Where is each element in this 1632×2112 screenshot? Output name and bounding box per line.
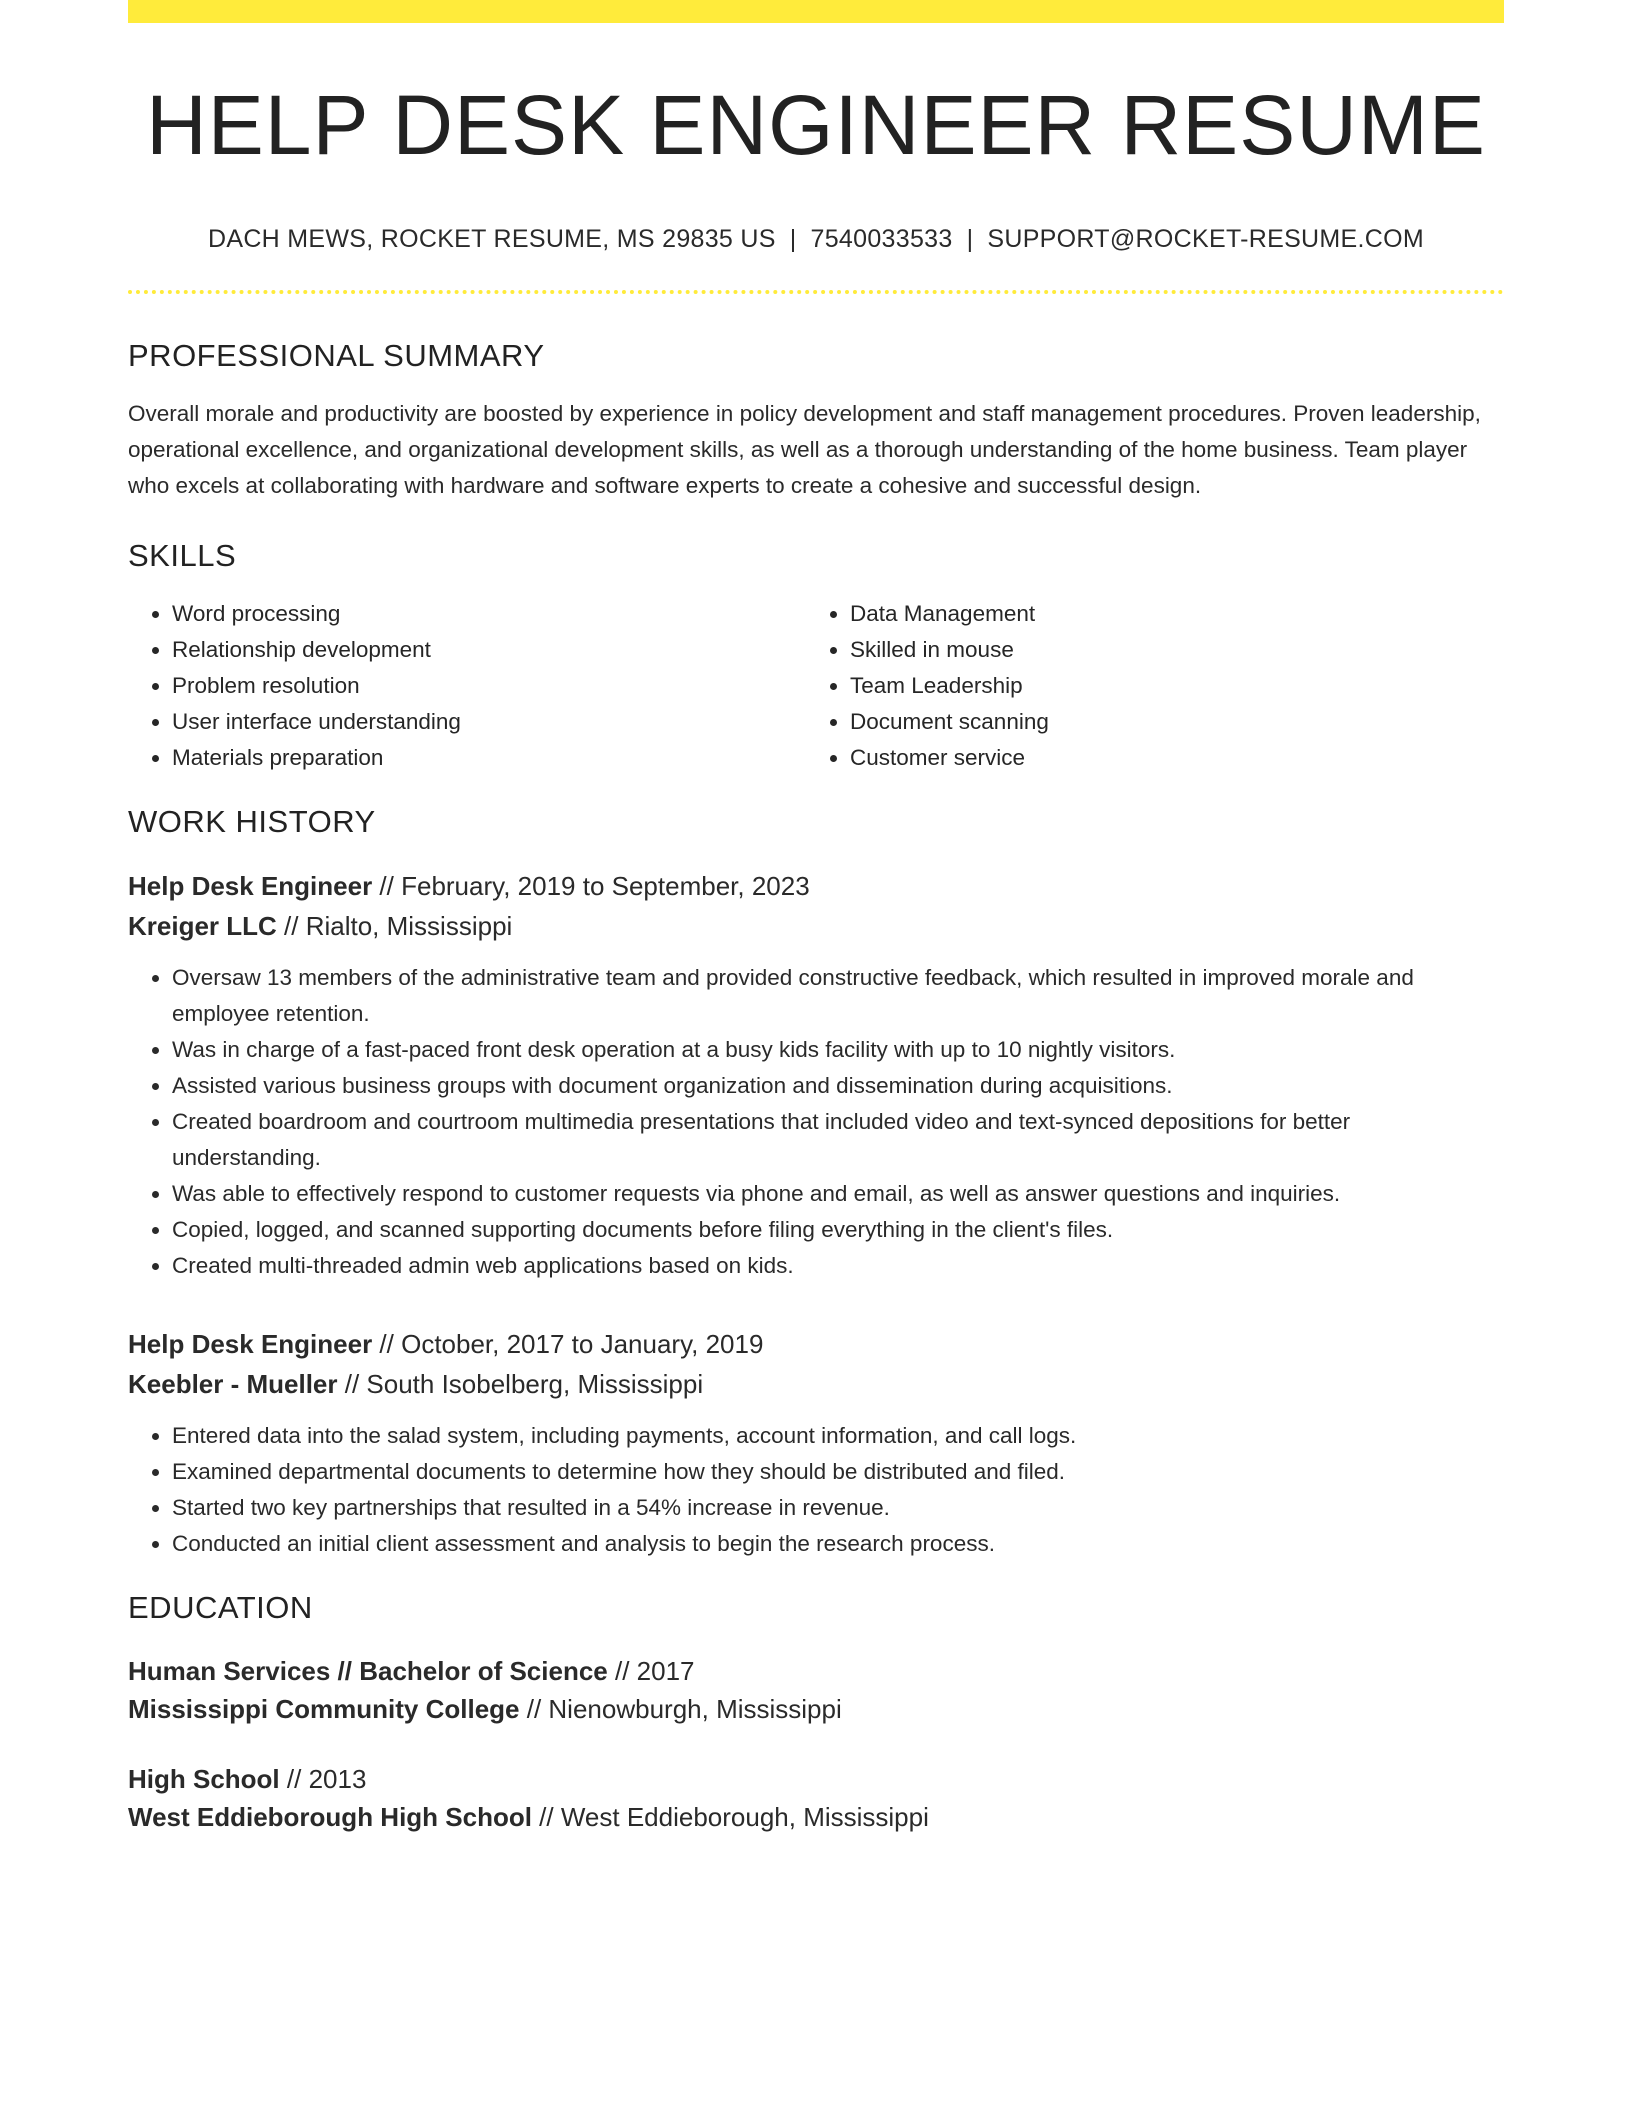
job-bullet: • Was in charge of a fast-paced front desk operation at a busy kids facility with up to 10 nightly visitors. (172, 1032, 1504, 1068)
job-role-line (128, 866, 1504, 906)
dotted-divider (128, 290, 1504, 294)
resume-page (128, 0, 1504, 1836)
job-company: Keebler - Mueller (128, 1369, 338, 1399)
contact-separator: | (966, 225, 974, 253)
education-degree: Human Services // Bachelor of Science (128, 1656, 608, 1686)
education-year: // 2017 (607, 1656, 695, 1686)
job-bullet: • Assisted various business groups with document organization and dissemination during acquisitions. (172, 1068, 1504, 1104)
skill-item: • Team Leadership (850, 668, 1484, 704)
contact-line (128, 225, 1504, 254)
skills-heading: SKILLS (128, 538, 237, 573)
education-degree-line (128, 1652, 1504, 1690)
job-role: Help Desk Engineer (128, 871, 373, 901)
skill-item: • Problem resolution (172, 668, 806, 704)
job-bullet: • Created multi-threaded admin web applications based on kids. (172, 1248, 1504, 1284)
job-company-line (128, 1364, 1504, 1404)
job-bullet: • Entered data into the salad system, including payments, account information, and call logs. (172, 1418, 1504, 1454)
job-bullet: • Oversaw 13 members of the administrative team and provided constructive feedback, which resulted in improved morale and employee retention. (172, 960, 1504, 1032)
skill-item: • Word processing (172, 596, 806, 632)
education-heading: EDUCATION (128, 1590, 313, 1625)
skills-list-left (128, 596, 806, 776)
job-location: // Rialto, Mississippi (276, 911, 513, 941)
top-accent-bar (128, 0, 1504, 23)
job-bullet: • Conducted an initial client assessment and analysis to begin the research process. (172, 1526, 1504, 1562)
contact-phone: 7540033533 (810, 225, 953, 253)
job-entry (128, 866, 1504, 1284)
education-degree-line (128, 1760, 1504, 1798)
education-entry (128, 1760, 1504, 1836)
education-school-line (128, 1690, 1504, 1728)
job-dates: // October, 2017 to January, 2019 (372, 1329, 764, 1359)
skills-columns (128, 596, 1504, 776)
job-bullet: • Started two key partnerships that resulted in a 54% increase in revenue. (172, 1490, 1504, 1526)
education-school: Mississippi Community College (128, 1694, 520, 1724)
education-degree: High School (128, 1764, 280, 1794)
skills-list-right (806, 596, 1484, 776)
skill-item: • Relationship development (172, 632, 806, 668)
job-company-line (128, 906, 1504, 946)
work-history-heading: WORK HISTORY (128, 804, 376, 839)
contact-email: SUPPORT@ROCKET-RESUME.COM (987, 225, 1424, 253)
summary-heading: PROFESSIONAL SUMMARY (128, 338, 545, 373)
job-role-line (128, 1324, 1504, 1364)
job-location: // South Isobelberg, Mississippi (337, 1369, 704, 1399)
job-bullet: • Examined departmental documents to determine how they should be distributed and filed. (172, 1454, 1504, 1490)
skill-item: • Document scanning (850, 704, 1484, 740)
job-dates: // February, 2019 to September, 2023 (372, 871, 810, 901)
contact-address: DACH MEWS, ROCKET RESUME, MS 29835 US (208, 225, 776, 253)
education-school: West Eddieborough High School (128, 1802, 532, 1832)
job-entry (128, 1324, 1504, 1562)
skill-item: • Skilled in mouse (850, 632, 1484, 668)
contact-separator: | (789, 225, 797, 253)
job-bullet: • Created boardroom and courtroom multimedia presentations that included video and text-synced depositions for better understanding. (172, 1104, 1504, 1176)
skill-item: • Materials preparation (172, 740, 806, 776)
skill-item: • Data Management (850, 596, 1484, 632)
summary-text: Overall morale and productivity are boosted by experience in policy development and staff management procedures. Proven leadership, operational excellence, and organizational development skills, as well as a thorough understanding of the home business. Team player who excels at collaborating with hardware and software experts to create a cohesive and successful design. (128, 401, 1481, 498)
skill-item: • User interface understanding (172, 704, 806, 740)
job-bullet: • Was able to effectively respond to customer requests via phone and email, as well as answer questions and inquiries. (172, 1176, 1504, 1212)
education-location: // West Eddieborough, Mississippi (531, 1802, 929, 1832)
education-entry (128, 1652, 1504, 1728)
education-year: // 2013 (279, 1764, 367, 1794)
education-location: // Nienowburgh, Mississippi (519, 1694, 842, 1724)
skill-item: • Customer service (850, 740, 1484, 776)
job-bullets (128, 960, 1504, 1284)
job-bullets (128, 1418, 1504, 1562)
job-role: Help Desk Engineer (128, 1329, 373, 1359)
education-school-line (128, 1798, 1504, 1836)
job-company: Kreiger LLC (128, 911, 277, 941)
job-bullet: • Copied, logged, and scanned supporting documents before filing everything in the client's files. (172, 1212, 1504, 1248)
resume-title: HELP DESK ENGINEER RESUME (146, 78, 1486, 172)
